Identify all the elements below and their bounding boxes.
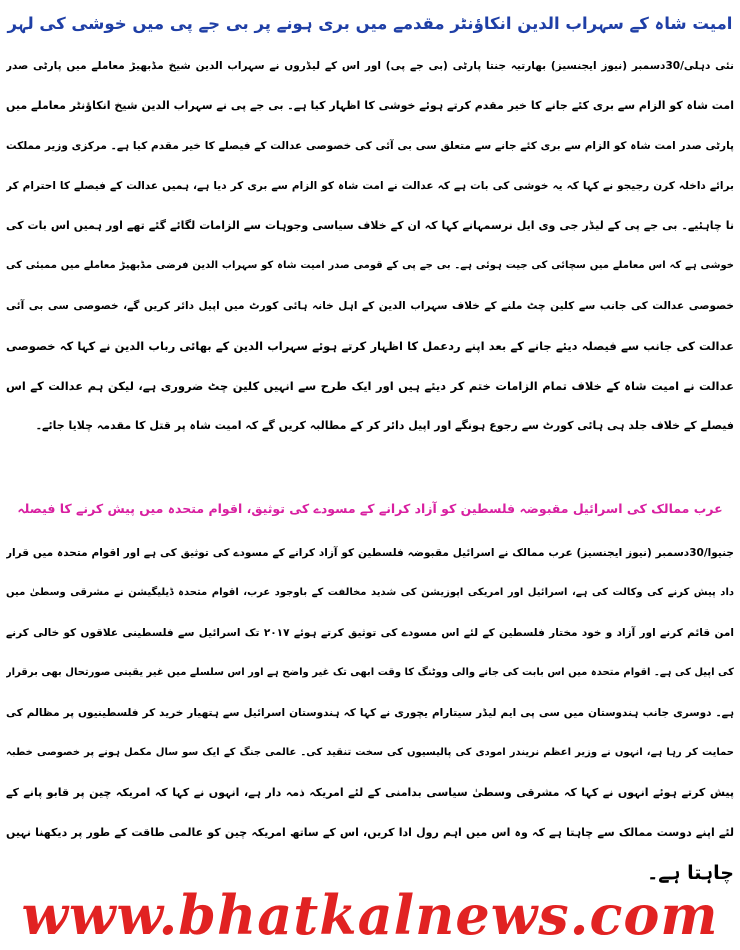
article1-line: امت شاہ کو الزام سے بری کئے جانے کا خیر مقدم کرتے ہوئے خوشی کا اظہار کیا ہے۔ بی جے پی نے سہراب الدین شیخ انکاؤنٹر معاملے میں bbox=[6, 99, 734, 112]
article1-line: فیصلے کے خلاف جلد ہی ہائی کورٹ سے رجوع ہونگے اور اپیل دائر کر کے مطالبہ کریں گے کہ امیت شاہ پر قتل کا مقدمہ چلایا جائے۔ bbox=[35, 419, 734, 432]
article2-line: ہے۔ دوسری جانب ہندوستان میں سی پی ایم لیڈر سیتارام یچوری نے کہا کہ ہندوستان اسرائیل سے ہتھیار خرید کر فلسطینیوں پر مظالم کی bbox=[6, 707, 734, 719]
article2-line: امن قائم کرنے اور آزاد و خود مختار فلسطین کے لئے اس مسودے کی توثیق کرتے ہوئے ۲۰۱۷ تک اسرائیل سے فلسطینی علاقوں کو خالی کرنے bbox=[6, 627, 734, 639]
article2-line: جنیوا/30دسمبر (نیوز ایجنسیز) عرب ممالک نے اسرائیل مقبوضہ فلسطین کو آزاد کرانے کے مسودے کی توثیق کی ہے اور اقوام متحدہ میں قرار bbox=[6, 547, 734, 559]
article1-line: خصوصی عدالت کی جانب سے کلین چٹ ملنے کے خلاف سہراب الدین کے اہل خانہ ہائی کورٹ میں اپیل دائر کریں گے، خصوصی سی بی آئی bbox=[6, 300, 734, 312]
article2-line: کی اپیل کی ہے۔ اقوام متحدہ میں اس بابت کی جانے والی ووٹنگ کا وقت ابھی تک غیر واضح ہے اور اس سلسلے میں غیر یقینی صورتحال بھی برقرار bbox=[6, 667, 734, 678]
article1-body bbox=[6, 46, 734, 446]
article2-line: حمایت کر رہا ہے، انہوں نے وزیر اعظم نریندر امودی کی پالیسیوں کی سخت تنقید کی۔ عالمی جنگ کے ایک سو سال مکمل ہونے پر خصوصی خطبہ bbox=[6, 747, 734, 758]
article1-line: عدالت کی جانب سے فیصلہ دیئے جانے کے بعد اپنے ردعمل کا اظہار کرتے ہوئے سہراب الدین کے بھائی رباب الدین نے کہا کہ خصوصی bbox=[6, 339, 734, 353]
article1-line: نا چاہئیے۔ بی جے پی کے لیڈر جی وی ایل نرسمہانے کہا کہ ان کے خلاف سیاسی وجوہات سے الزامات لگائے گئے تھے اور ہمیں اس بات کی bbox=[6, 219, 734, 232]
article2-line: پیش کرتے ہوئے انہوں نے کہا کہ مشرقی وسطیٰ سیاسی بدامنی کے لئے امریکہ ذمہ دار ہے، انہوں نے کہا کہ امریکہ چین پر قابو پانے کے bbox=[6, 786, 734, 799]
article2-line: چاہتا ہے۔ bbox=[647, 862, 734, 884]
article2-line: لئے اپنے دوست ممالک سے چاہتا ہے کہ وہ اس میں اہم رول ادا کریں، اس کے ساتھ امریکہ چین کو عالمی طاقت کے طور پر دیکھنا نہیں bbox=[6, 826, 734, 839]
article1-headline: امیت شاہ کے سہراب الدین انکاؤنٹر مقدمے میں بری ہونے پر بی جے پی میں خوشی کی لہر bbox=[7, 14, 733, 33]
site-watermark: www.bhatkalnews.com bbox=[21, 886, 719, 944]
article1-line: برائے داخلہ کرن رجیجو نے کہا کہ یہ خوشی کی بات ہے کہ عدالت نے امت شاہ کو الزام سے بری کر دیا ہے، ہمیں عدالت کے فیصلے کا احترام کر bbox=[6, 180, 734, 192]
article2-line: داد پیش کرنے کی وکالت کی ہے، اسرائیل اور امریکی اپوزیشن کی شدید مخالفت کے باوجود عرب، اقوام متحدہ ڈیلیگیشن نے مشرقی وسطیٰ میں bbox=[6, 587, 734, 598]
article1-line: خوشی ہے کہ اس معاملے میں سچائی کی جیت ہوئی ہے۔ بی جے پی کے قومی صدر امیت شاہ کو سہراب الدین فرضی مڈبھیڑ معاملے میں ممبئی کی bbox=[6, 260, 734, 271]
article2-headline: عرب ممالک کی اسرائیل مقبوضہ فلسطین کو آزاد کرانے کے مسودے کی توثیق، اقوام متحدہ میں پیش کرنے کا فیصلہ bbox=[17, 501, 723, 516]
article1-line: پارٹی صدر امت شاہ کو الزام سے بری کئے جانے سے متعلق سی بی آئی کی خصوصی عدالت کے فیصلے کا خیر مقدم کیا ہے۔ مرکزی وزیر مملکت bbox=[6, 140, 734, 152]
article2-body bbox=[6, 533, 734, 893]
article1-line: عدالت نے امیت شاہ کے خلاف تمام الزامات ختم کر دیئے ہیں اور ایک طرح سے انہیں کلین چٹ ضروری ہے، لیکن ہم عدالت کے اس bbox=[6, 379, 734, 393]
article1-line: نئی دہلی/30دسمبر (نیوز ایجنسیز) بھارتیہ جنتا پارٹی (بی جے پی) اور اس کے لیڈروں نے سہراب الدین شیخ مڈبھیڑ معاملے میں پارٹی صدر bbox=[6, 60, 734, 72]
